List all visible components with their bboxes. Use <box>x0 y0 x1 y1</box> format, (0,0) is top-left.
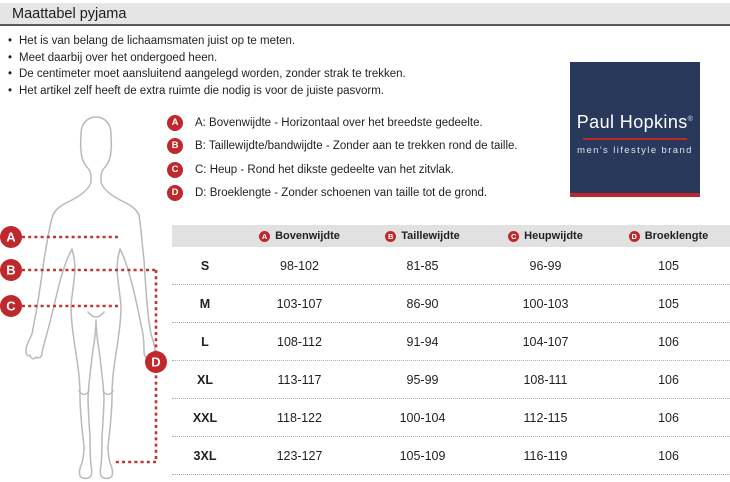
legend-text-c: C: Heup - Rond het dikste gedeelte van het zitvlak. <box>195 163 454 176</box>
value-taillewijdte: 100-104 <box>399 410 446 425</box>
size-label: XXL <box>192 410 218 425</box>
value-bovenwijdte: 103-107 <box>276 296 323 311</box>
value-taillewijdte: 81-85 <box>406 258 439 273</box>
instruction-item: • Het artikel zelf heeft de extra ruimte die nodig is voor de juiste pasvorm. <box>8 83 406 100</box>
crotch-mark <box>88 312 104 317</box>
registered-mark: ® <box>687 116 694 123</box>
legend-text-b: B: Taillewijdte/bandwijdte - Zonder aan te trekken rond de taille. <box>195 140 518 152</box>
value-taillewijdte: 95-99 <box>406 372 439 387</box>
legend-item-c <box>167 161 518 178</box>
marker-b-letter: B <box>6 262 16 278</box>
body-measurement-diagram <box>0 110 175 482</box>
measurement-legend <box>167 114 518 208</box>
legend-badge-c: C <box>167 162 183 178</box>
value-broeklengte: 106 <box>658 410 679 425</box>
value-heupwijdte: 100-103 <box>522 296 569 311</box>
body-outline <box>26 117 155 478</box>
header-cell-heupwijdte: C Heupwijdte <box>484 230 607 242</box>
header-badge-d: D <box>629 231 640 242</box>
header-cell-bovenwijdte: A Bovenwijdte <box>238 230 361 242</box>
size-label: 3XL <box>193 448 217 463</box>
instruction-item: • Het is van belang de lichaamsmaten juist op te meten. <box>8 33 406 50</box>
header-cell-broeklengte: D Broeklengte <box>607 230 730 242</box>
size-table <box>172 225 730 475</box>
legend-badge-d: D <box>167 185 183 201</box>
value-broeklengte: 105 <box>658 296 679 311</box>
header-badge-a: A <box>259 231 270 242</box>
value-taillewijdte: 105-109 <box>399 448 446 463</box>
value-heupwijdte: 112-115 <box>523 410 568 425</box>
value-bovenwijdte: 98-102 <box>280 258 319 273</box>
instructions-list <box>8 33 406 99</box>
header-badge-c: C <box>508 231 519 242</box>
marker-a-letter: A <box>6 229 16 245</box>
marker-d-letter: D <box>151 354 161 370</box>
brand-tagline: men's lifestyle brand <box>577 145 693 156</box>
size-label: L <box>201 334 209 349</box>
table-row-3xl <box>172 437 730 475</box>
brand-logo <box>570 62 700 197</box>
logo-bottom-strip <box>570 193 700 197</box>
page-title-bar <box>0 3 730 26</box>
page-title: Maattabel pyjama <box>12 6 127 22</box>
size-label: XL <box>197 372 213 387</box>
value-broeklengte: 106 <box>658 372 679 387</box>
size-table-header <box>172 225 730 247</box>
table-row-s <box>172 247 730 285</box>
legend-item-d <box>167 185 518 202</box>
legend-badge-b: B <box>167 138 183 154</box>
value-heupwijdte: 104-107 <box>522 334 569 349</box>
table-row-l <box>172 323 730 361</box>
header-badge-b: B <box>385 231 396 242</box>
legend-text-a: A: Bovenwijdte - Horizontaal over het breedste gedeelte. <box>195 116 483 129</box>
value-heupwijdte: 108-111 <box>523 372 568 387</box>
size-label: S <box>200 258 210 273</box>
logo-divider <box>583 138 687 140</box>
value-bovenwijdte: 113-117 <box>277 372 322 387</box>
value-broeklengte: 106 <box>658 448 679 463</box>
legend-item-a <box>167 114 518 131</box>
value-heupwijdte: 96-99 <box>529 258 562 273</box>
table-row-m <box>172 285 730 323</box>
brand-name-text: Paul Hopkins <box>576 112 688 132</box>
instruction-item: • De centimeter moet aansluitend aangelegd worden, zonder strak te trekken. <box>8 66 406 83</box>
legend-item-b <box>167 138 518 155</box>
value-bovenwijdte: 123-127 <box>276 448 323 463</box>
header-cell-taillewijdte: B Taillewijdte <box>361 230 484 242</box>
value-bovenwijdte: 108-112 <box>277 334 322 349</box>
instruction-item: • Meet daarbij over het ondergoed heen. <box>8 50 406 67</box>
brand-name <box>570 112 700 133</box>
marker-c-letter: C <box>6 298 16 314</box>
value-taillewijdte: 91-94 <box>406 334 439 349</box>
value-broeklengte: 105 <box>658 258 679 273</box>
value-taillewijdte: 86-90 <box>406 296 439 311</box>
legend-badge-a: A <box>167 115 183 131</box>
legend-text-d: D: Broeklengte - Zonder schoenen van taille tot de grond. <box>195 187 488 199</box>
table-row-xl <box>172 361 730 399</box>
size-label: M <box>199 296 211 311</box>
value-bovenwijdte: 118-122 <box>277 410 322 425</box>
table-row-xxl <box>172 399 730 437</box>
value-broeklengte: 106 <box>658 334 679 349</box>
value-heupwijdte: 116-119 <box>523 448 568 463</box>
